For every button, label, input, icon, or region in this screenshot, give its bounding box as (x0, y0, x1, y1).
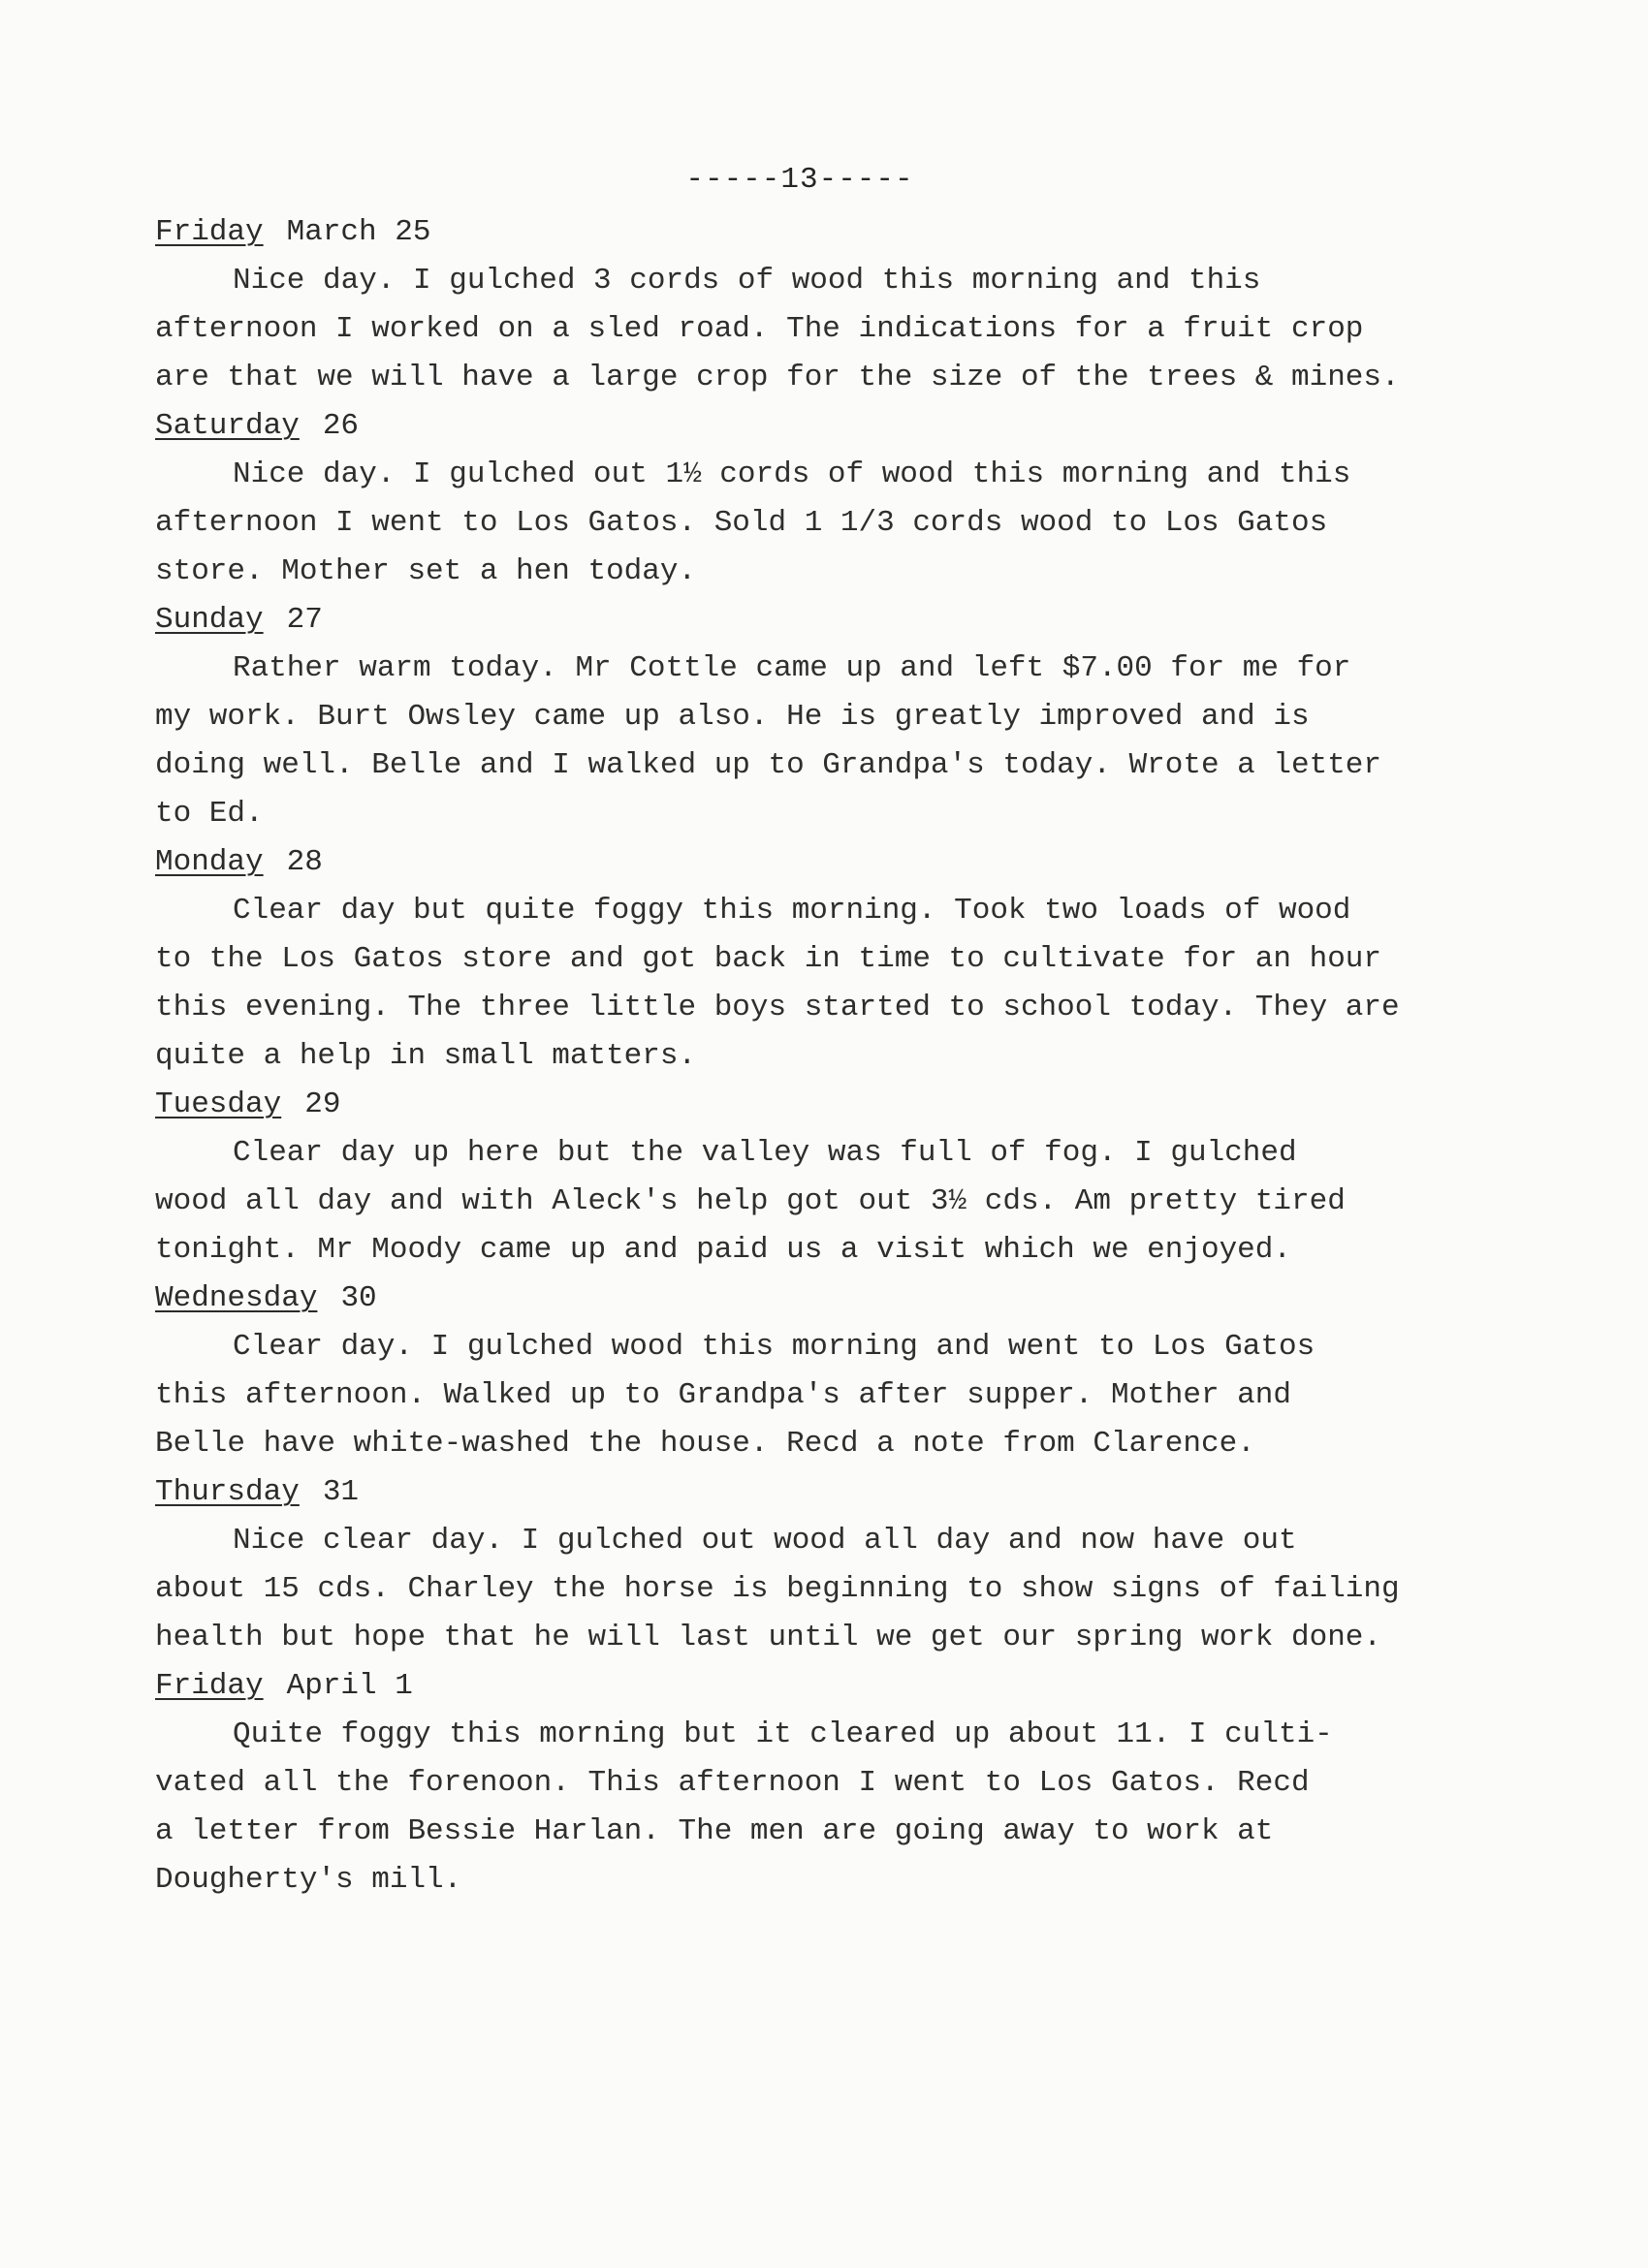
entry-date: 28 (286, 845, 323, 879)
entry-line: about 15 cds. Charley the horse is beginning to show signs of failing (155, 1572, 1400, 1606)
diary-entry (155, 402, 1512, 596)
entry-weekday: Friday (155, 215, 264, 249)
entry-date: April 1 (286, 1669, 413, 1703)
page-number: -----13----- (685, 163, 914, 197)
entry-line: to the Los Gatos store and got back in time to cultivate for an hour (155, 942, 1382, 976)
entry-line: Nice day. I gulched 3 cords of wood this morning and this (233, 264, 1261, 298)
entry-line: vated all the forenoon. This afternoon I went to Los Gatos. Recd (155, 1766, 1310, 1800)
entry-header (155, 596, 1512, 645)
entry-text (155, 451, 1512, 596)
entry-weekday: Sunday (155, 603, 264, 637)
entry-line: Clear day but quite foggy this morning. Took two loads of wood (233, 894, 1351, 928)
entry-text (155, 1129, 1512, 1275)
diary-entry (155, 596, 1512, 838)
diary-entry (155, 1662, 1512, 1905)
entry-text (155, 257, 1512, 402)
entry-line: health but hope that he will last until we get our spring work done. (155, 1621, 1382, 1654)
entry-line: Nice clear day. I gulched out wood all day and now have out (233, 1524, 1297, 1558)
entry-text (155, 1323, 1512, 1468)
entry-text (155, 887, 1512, 1081)
entry-line: a letter from Bessie Harlan. The men are going away to work at (155, 1814, 1274, 1848)
entry-weekday: Saturday (155, 409, 300, 443)
entry-line: Dougherty's mill. (155, 1863, 462, 1897)
entry-weekday: Monday (155, 845, 264, 879)
entry-line: store. Mother set a hen today. (155, 554, 697, 588)
entry-weekday: Wednesday (155, 1281, 318, 1315)
entry-line: my work. Burt Owsley came up also. He is greatly improved and is (155, 700, 1310, 734)
entry-line: are that we will have a large crop for the size of the trees & mines. (155, 361, 1400, 394)
entry-text (155, 1711, 1512, 1905)
entry-line: Quite foggy this morning but it cleared up about 11. I culti- (233, 1717, 1333, 1751)
entry-date: 31 (322, 1475, 360, 1509)
entry-date: March 25 (286, 215, 431, 249)
entry-line: afternoon I went to Los Gatos. Sold 1 1/3 cords wood to Los Gatos (155, 506, 1328, 540)
diary-entry (155, 1081, 1512, 1275)
entry-line: Clear day up here but the valley was full of fog. I gulched (233, 1136, 1297, 1170)
entry-line: tonight. Mr Moody came up and paid us a visit which we enjoyed. (155, 1233, 1291, 1267)
entry-date: 27 (286, 603, 323, 637)
entry-line: this evening. The three little boys started to school today. They are (155, 991, 1400, 1024)
diary-entry (155, 1468, 1512, 1662)
entry-header (155, 1275, 1512, 1323)
diary-entry (155, 1275, 1512, 1468)
entry-header (155, 1081, 1512, 1129)
entry-line: quite a help in small matters. (155, 1039, 697, 1073)
entry-header (155, 1468, 1512, 1517)
entry-date: 29 (304, 1087, 341, 1121)
entry-date: 26 (322, 409, 360, 443)
entry-weekday: Friday (155, 1669, 264, 1703)
entry-line: doing well. Belle and I walked up to Grandpa's today. Wrote a letter (155, 748, 1382, 782)
entry-header (155, 208, 1512, 257)
entry-line: Nice day. I gulched out 1½ cords of wood this morning and this (233, 457, 1351, 491)
entry-text (155, 1517, 1512, 1662)
entry-text (155, 645, 1512, 838)
entry-header (155, 838, 1512, 887)
diary-entry (155, 208, 1512, 402)
diary-entries (155, 208, 1512, 1905)
entry-line: afternoon I worked on a sled road. The indications for a fruit crop (155, 312, 1364, 346)
entry-weekday: Tuesday (155, 1087, 282, 1121)
entry-line: wood all day and with Aleck's help got out 3½ cds. Am pretty tired (155, 1184, 1346, 1218)
entry-line: Clear day. I gulched wood this morning and went to Los Gatos (233, 1330, 1315, 1364)
entry-line: Belle have white-washed the house. Recd a note from Clarence. (155, 1427, 1255, 1461)
entry-line: to Ed. (155, 797, 264, 831)
entry-date: 30 (340, 1281, 377, 1315)
entry-header (155, 402, 1512, 451)
entry-weekday: Thursday (155, 1475, 300, 1509)
diary-entry (155, 838, 1512, 1081)
entry-line: Rather warm today. Mr Cottle came up and left $7.00 for me for (233, 651, 1351, 685)
entry-line: this afternoon. Walked up to Grandpa's after supper. Mother and (155, 1378, 1291, 1412)
entry-header (155, 1662, 1512, 1711)
